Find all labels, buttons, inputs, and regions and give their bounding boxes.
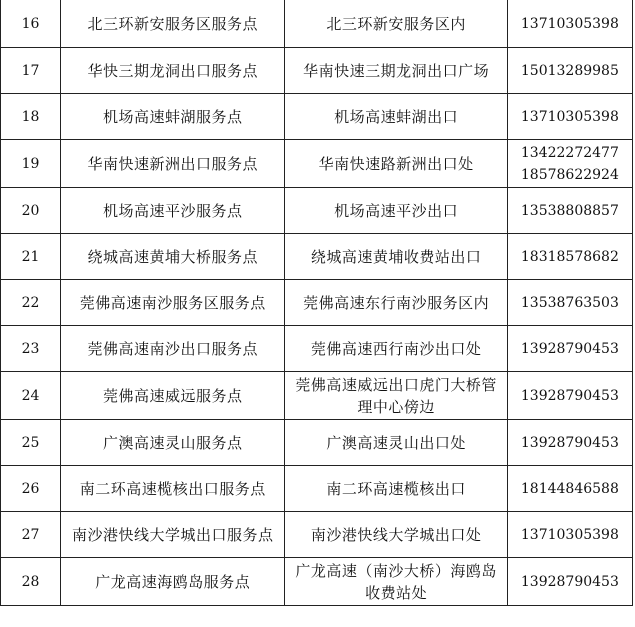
service-point-name-cell: 机场高速蚌湖服务点 <box>61 94 285 140</box>
table-row <box>1 48 633 94</box>
phone-number: 13710305398 <box>520 526 619 543</box>
service-point-location-cell: 莞佛高速东行南沙服务区内 <box>285 280 507 326</box>
service-point-name-cell: 广澳高速灵山服务点 <box>61 420 285 466</box>
service-point-name-cell: 莞佛高速威远服务点 <box>61 372 285 420</box>
service-point-location-cell: 广龙高速（南沙大桥）海鸥岛收费站处 <box>285 558 507 606</box>
phone-cell <box>507 420 632 466</box>
table-row <box>1 280 633 326</box>
phone-number: 13928790453 <box>520 387 619 404</box>
phone-cell <box>507 234 632 280</box>
service-point-name-cell: 绕城高速黄埔大桥服务点 <box>61 234 285 280</box>
service-point-location-cell: 南二环高速榄核出口 <box>285 466 507 512</box>
table-row <box>1 558 633 606</box>
service-point-name-cell: 莞佛高速南沙服务区服务点 <box>61 280 285 326</box>
row-number-cell: 21 <box>1 234 61 280</box>
row-number-cell: 26 <box>1 466 61 512</box>
service-point-name-cell: 华快三期龙洞出口服务点 <box>61 48 285 94</box>
row-number-cell: 23 <box>1 326 61 372</box>
service-point-location-cell: 华南快速三期龙洞出口广场 <box>285 48 507 94</box>
row-number-cell: 18 <box>1 94 61 140</box>
row-number-cell: 24 <box>1 372 61 420</box>
service-point-location-cell: 机场高速蚌湖出口 <box>285 94 507 140</box>
phone-cell <box>507 372 632 420</box>
phone-cell <box>507 466 632 512</box>
phone-cell <box>507 512 632 558</box>
table-row <box>1 140 633 188</box>
table-row <box>1 466 633 512</box>
table-row <box>1 234 633 280</box>
phone-number: 13710305398 <box>520 15 619 32</box>
phone-number: 13928790453 <box>520 340 619 357</box>
row-number-cell: 27 <box>1 512 61 558</box>
service-point-location-cell: 绕城高速黄埔收费站出口 <box>285 234 507 280</box>
row-number-cell: 20 <box>1 188 61 234</box>
row-number-cell: 28 <box>1 558 61 606</box>
phone-number: 13928790453 <box>520 434 619 451</box>
service-point-name-cell: 华南快速新洲出口服务点 <box>61 140 285 188</box>
phone-cell <box>507 94 632 140</box>
service-point-location-cell: 北三环新安服务区内 <box>285 0 507 48</box>
service-point-location-cell: 机场高速平沙出口 <box>285 188 507 234</box>
phone-cell <box>507 558 632 606</box>
service-point-location-cell: 广澳高速灵山出口处 <box>285 420 507 466</box>
row-number-cell: 22 <box>1 280 61 326</box>
phone-number: 18318578682 <box>520 248 619 265</box>
table-row <box>1 326 633 372</box>
table-row <box>1 512 633 558</box>
table-body <box>1 0 633 606</box>
table-row <box>1 372 633 420</box>
row-number-cell: 19 <box>1 140 61 188</box>
table-row <box>1 94 633 140</box>
phone-cell <box>507 326 632 372</box>
service-point-name-cell: 机场高速平沙服务点 <box>61 188 285 234</box>
phone-cell <box>507 280 632 326</box>
phone-number: 13928790453 <box>520 573 619 590</box>
service-point-name-cell: 北三环新安服务区服务点 <box>61 0 285 48</box>
phone-cell <box>507 48 632 94</box>
service-point-location-cell: 南沙港快线大学城出口处 <box>285 512 507 558</box>
phone-number: 18578622924 <box>520 166 619 183</box>
table-row <box>1 0 633 48</box>
service-point-location-cell: 莞佛高速西行南沙出口处 <box>285 326 507 372</box>
phone-number: 13538808857 <box>520 202 619 219</box>
phone-number: 18144846588 <box>520 480 619 497</box>
phone-number: 13538763503 <box>520 294 619 311</box>
phone-cell <box>507 140 632 188</box>
phone-cell <box>507 0 632 48</box>
table-row <box>1 420 633 466</box>
phone-number: 13422272477 <box>520 144 619 161</box>
service-point-name-cell: 莞佛高速南沙出口服务点 <box>61 326 285 372</box>
phone-cell <box>507 188 632 234</box>
table-row <box>1 188 633 234</box>
row-number-cell: 16 <box>1 0 61 48</box>
phone-number: 13710305398 <box>520 108 619 125</box>
service-point-name-cell: 广龙高速海鸥岛服务点 <box>61 558 285 606</box>
service-point-name-cell: 南沙港快线大学城出口服务点 <box>61 512 285 558</box>
row-number-cell: 25 <box>1 420 61 466</box>
row-number-cell: 17 <box>1 48 61 94</box>
phone-number: 15013289985 <box>520 62 619 79</box>
service-point-location-cell: 莞佛高速威远出口虎门大桥管理中心傍边 <box>285 372 507 420</box>
service-point-location-cell: 华南快速路新洲出口处 <box>285 140 507 188</box>
service-point-name-cell: 南二环高速榄核出口服务点 <box>61 466 285 512</box>
